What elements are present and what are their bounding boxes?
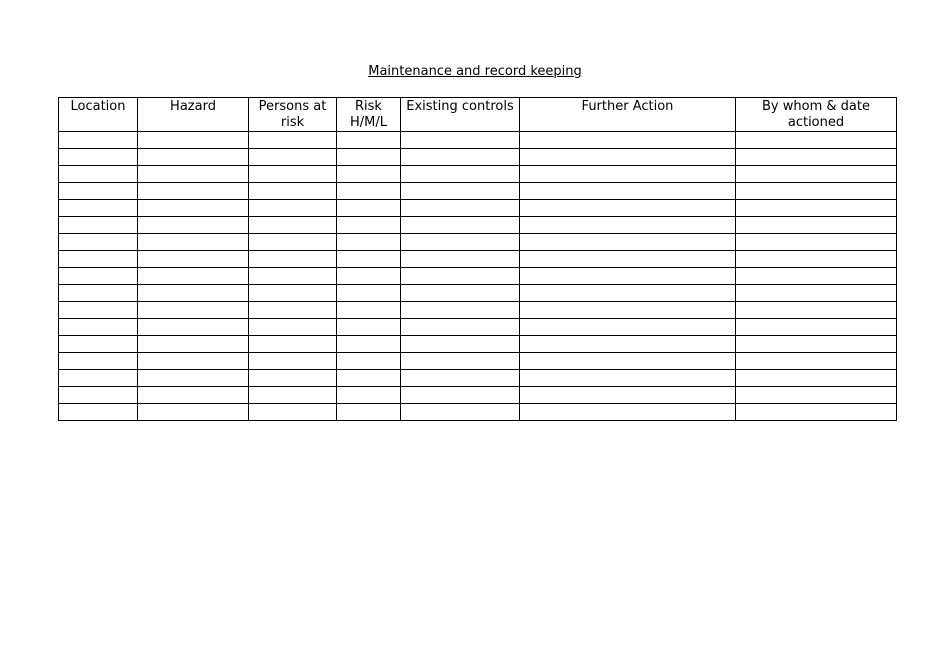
table-cell-persons-at-risk[interactable]	[249, 200, 337, 217]
table-cell-further-action[interactable]	[520, 234, 736, 251]
table-row	[59, 302, 897, 319]
table-cell-by-whom-date[interactable]	[736, 404, 897, 421]
table-cell-risk-level[interactable]	[337, 370, 401, 387]
table-cell-further-action[interactable]	[520, 319, 736, 336]
table-cell-location[interactable]	[59, 251, 138, 268]
table-cell-location[interactable]	[59, 166, 138, 183]
table-cell-by-whom-date[interactable]	[736, 166, 897, 183]
table-cell-persons-at-risk[interactable]	[249, 336, 337, 353]
table-cell-location[interactable]	[59, 268, 138, 285]
table-cell-by-whom-date[interactable]	[736, 302, 897, 319]
table-cell-existing-controls[interactable]	[401, 251, 520, 268]
risk-assessment-table	[58, 97, 897, 421]
table-cell-existing-controls[interactable]	[401, 183, 520, 200]
table-row	[59, 404, 897, 421]
table-cell-existing-controls[interactable]	[401, 302, 520, 319]
table-row	[59, 268, 897, 285]
table-row	[59, 234, 897, 251]
table-cell-risk-level[interactable]	[337, 404, 401, 421]
table-cell-further-action[interactable]	[520, 302, 736, 319]
table-row	[59, 183, 897, 200]
table-cell-risk-level[interactable]	[337, 183, 401, 200]
table-cell-risk-level[interactable]	[337, 336, 401, 353]
table-cell-further-action[interactable]	[520, 404, 736, 421]
table-cell-by-whom-date[interactable]	[736, 353, 897, 370]
table-cell-by-whom-date[interactable]	[736, 370, 897, 387]
table-cell-hazard[interactable]	[138, 302, 249, 319]
table-cell-further-action[interactable]	[520, 200, 736, 217]
table-cell-existing-controls[interactable]	[401, 336, 520, 353]
table-cell-risk-level[interactable]	[337, 285, 401, 302]
table-cell-existing-controls[interactable]	[401, 353, 520, 370]
table-cell-by-whom-date[interactable]	[736, 217, 897, 234]
table-cell-further-action[interactable]	[520, 251, 736, 268]
table-cell-location[interactable]	[59, 285, 138, 302]
table-cell-location[interactable]	[59, 336, 138, 353]
column-header-risk-level: Risk H/M/L	[337, 98, 401, 132]
table-cell-by-whom-date[interactable]	[736, 200, 897, 217]
table-cell-existing-controls[interactable]	[401, 166, 520, 183]
table-cell-risk-level[interactable]	[337, 217, 401, 234]
table-cell-existing-controls[interactable]	[401, 285, 520, 302]
table-cell-risk-level[interactable]	[337, 200, 401, 217]
table-cell-location[interactable]	[59, 234, 138, 251]
table-cell-hazard[interactable]	[138, 217, 249, 234]
table-cell-further-action[interactable]	[520, 149, 736, 166]
table-cell-persons-at-risk[interactable]	[249, 370, 337, 387]
table-cell-existing-controls[interactable]	[401, 234, 520, 251]
table-cell-hazard[interactable]	[138, 132, 249, 149]
table-cell-persons-at-risk[interactable]	[249, 268, 337, 285]
column-header-existing-controls: Existing controls	[401, 98, 520, 132]
table-row	[59, 132, 897, 149]
table-cell-risk-level[interactable]	[337, 319, 401, 336]
table-cell-existing-controls[interactable]	[401, 217, 520, 234]
table-body	[59, 132, 897, 421]
table-cell-hazard[interactable]	[138, 319, 249, 336]
table-row	[59, 319, 897, 336]
table-cell-existing-controls[interactable]	[401, 200, 520, 217]
table-cell-by-whom-date[interactable]	[736, 285, 897, 302]
table-cell-existing-controls[interactable]	[401, 132, 520, 149]
table-cell-further-action[interactable]	[520, 166, 736, 183]
table-cell-further-action[interactable]	[520, 217, 736, 234]
table-header-row	[59, 98, 897, 132]
table-cell-persons-at-risk[interactable]	[249, 302, 337, 319]
table-cell-further-action[interactable]	[520, 387, 736, 404]
table-cell-persons-at-risk[interactable]	[249, 166, 337, 183]
table-cell-hazard[interactable]	[138, 370, 249, 387]
table-row	[59, 387, 897, 404]
table-cell-by-whom-date[interactable]	[736, 132, 897, 149]
table-row	[59, 251, 897, 268]
table-cell-hazard[interactable]	[138, 200, 249, 217]
column-header-hazard: Hazard	[138, 98, 249, 132]
table-cell-further-action[interactable]	[520, 132, 736, 149]
table-cell-persons-at-risk[interactable]	[249, 285, 337, 302]
table-cell-persons-at-risk[interactable]	[249, 217, 337, 234]
table-cell-hazard[interactable]	[138, 251, 249, 268]
table-cell-by-whom-date[interactable]	[736, 251, 897, 268]
page-title-text: Maintenance and record keeping	[368, 64, 582, 79]
table-cell-by-whom-date[interactable]	[736, 149, 897, 166]
table-cell-existing-controls[interactable]	[401, 370, 520, 387]
table-cell-risk-level[interactable]	[337, 132, 401, 149]
table-cell-hazard[interactable]	[138, 285, 249, 302]
table-cell-existing-controls[interactable]	[401, 319, 520, 336]
table-cell-location[interactable]	[59, 302, 138, 319]
table-cell-persons-at-risk[interactable]	[249, 353, 337, 370]
table-cell-location[interactable]	[59, 370, 138, 387]
table-cell-risk-level[interactable]	[337, 166, 401, 183]
table-row	[59, 166, 897, 183]
table-cell-location[interactable]	[59, 132, 138, 149]
table-cell-by-whom-date[interactable]	[736, 336, 897, 353]
table-cell-persons-at-risk[interactable]	[249, 183, 337, 200]
table-cell-by-whom-date[interactable]	[736, 387, 897, 404]
table-cell-location[interactable]	[59, 353, 138, 370]
table-cell-hazard[interactable]	[138, 387, 249, 404]
table-cell-further-action[interactable]	[520, 285, 736, 302]
table-cell-risk-level[interactable]	[337, 234, 401, 251]
table-cell-persons-at-risk[interactable]	[249, 234, 337, 251]
table-row	[59, 336, 897, 353]
table-cell-risk-level[interactable]	[337, 353, 401, 370]
table-cell-persons-at-risk[interactable]	[249, 149, 337, 166]
table-cell-further-action[interactable]	[520, 183, 736, 200]
page-title	[0, 64, 950, 80]
table-cell-further-action[interactable]	[520, 336, 736, 353]
table-row	[59, 217, 897, 234]
table-cell-by-whom-date[interactable]	[736, 268, 897, 285]
table-cell-persons-at-risk[interactable]	[249, 387, 337, 404]
table-cell-persons-at-risk[interactable]	[249, 319, 337, 336]
table-row	[59, 149, 897, 166]
table-cell-existing-controls[interactable]	[401, 404, 520, 421]
table-cell-existing-controls[interactable]	[401, 387, 520, 404]
table-cell-location[interactable]	[59, 149, 138, 166]
table-cell-hazard[interactable]	[138, 166, 249, 183]
table-cell-hazard[interactable]	[138, 268, 249, 285]
table-cell-risk-level[interactable]	[337, 251, 401, 268]
table-cell-persons-at-risk[interactable]	[249, 251, 337, 268]
column-header-location: Location	[59, 98, 138, 132]
table-row	[59, 285, 897, 302]
table-cell-location[interactable]	[59, 404, 138, 421]
table-cell-persons-at-risk[interactable]	[249, 404, 337, 421]
table-cell-location[interactable]	[59, 319, 138, 336]
table-cell-further-action[interactable]	[520, 353, 736, 370]
table-cell-hazard[interactable]	[138, 149, 249, 166]
table-cell-hazard[interactable]	[138, 336, 249, 353]
column-header-by-whom-date: By whom & date actioned	[736, 98, 897, 132]
table-cell-risk-level[interactable]	[337, 387, 401, 404]
table-row	[59, 370, 897, 387]
table-cell-existing-controls[interactable]	[401, 268, 520, 285]
table-cell-risk-level[interactable]	[337, 149, 401, 166]
table-cell-location[interactable]	[59, 387, 138, 404]
table-cell-further-action[interactable]	[520, 268, 736, 285]
table-cell-hazard[interactable]	[138, 404, 249, 421]
table-cell-hazard[interactable]	[138, 234, 249, 251]
table-cell-by-whom-date[interactable]	[736, 234, 897, 251]
table-cell-existing-controls[interactable]	[401, 149, 520, 166]
table-cell-risk-level[interactable]	[337, 302, 401, 319]
table-cell-location[interactable]	[59, 217, 138, 234]
table-cell-location[interactable]	[59, 183, 138, 200]
table-cell-by-whom-date[interactable]	[736, 183, 897, 200]
table-cell-location[interactable]	[59, 200, 138, 217]
table-cell-further-action[interactable]	[520, 370, 736, 387]
table-cell-risk-level[interactable]	[337, 268, 401, 285]
column-header-further-action: Further Action	[520, 98, 736, 132]
table-cell-hazard[interactable]	[138, 183, 249, 200]
table-cell-by-whom-date[interactable]	[736, 319, 897, 336]
table-row	[59, 200, 897, 217]
table-row	[59, 353, 897, 370]
column-header-persons-at-risk: Persons at risk	[249, 98, 337, 132]
table-cell-persons-at-risk[interactable]	[249, 132, 337, 149]
table-cell-hazard[interactable]	[138, 353, 249, 370]
